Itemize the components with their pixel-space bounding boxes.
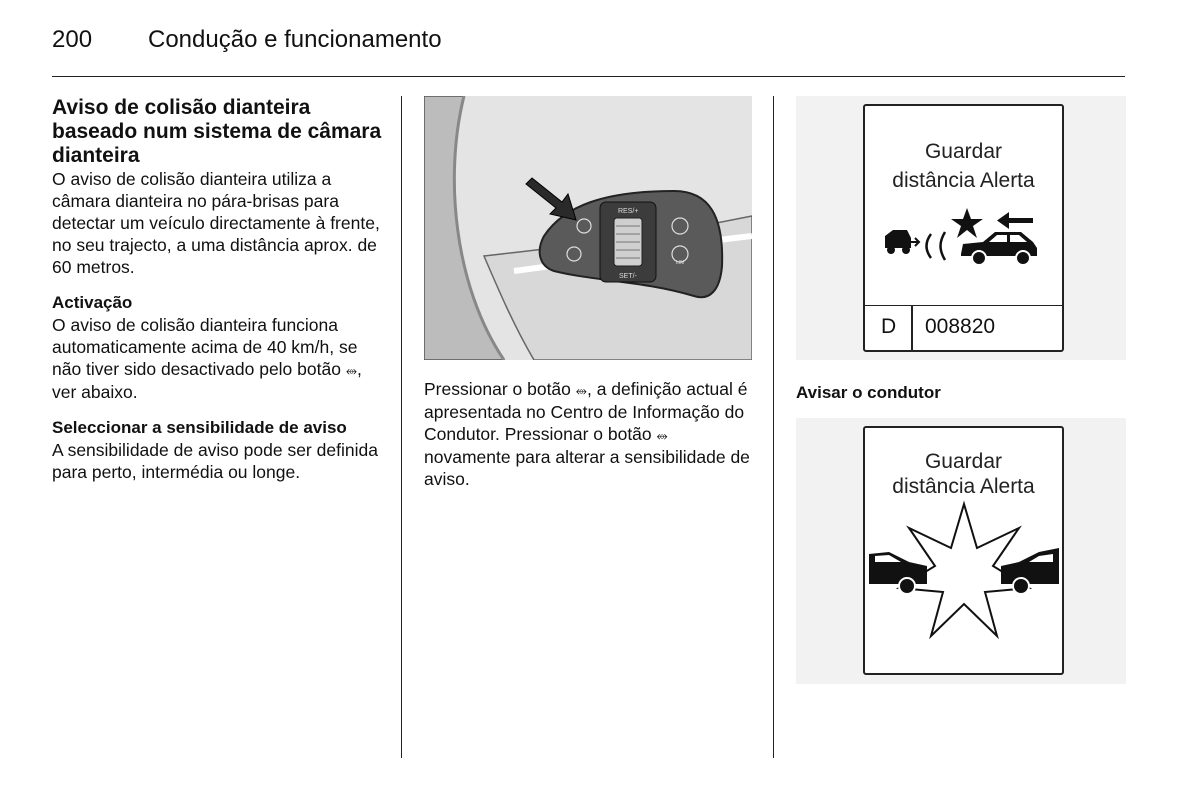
- sensitivity-paragraph: A sensibilidade de aviso pode ser definida para perto, intermédia ou longe.: [52, 440, 378, 482]
- footer-divider: [911, 306, 913, 350]
- gear-indicator: D: [881, 315, 897, 338]
- section-title: Aviso de colisão dianteira baseado num sistema de câmara dianteira: [52, 96, 382, 167]
- panel-2-line-1: Guardar: [924, 450, 1003, 473]
- column-2-text: [424, 378, 754, 490]
- collision-warning-icon: [869, 500, 1059, 650]
- collision-alert-button-icon: ⥈: [345, 362, 358, 378]
- res-label: RES/+: [618, 208, 639, 215]
- odometer-value: 008820: [925, 315, 996, 338]
- column-divider: [401, 96, 402, 758]
- button-instructions: Pressionar o botão ⥈, a definição actual é apresentada no Centro de Informação do Condutor. Pressionar o botão ⥈ novamente para alterar a sensibilidade de aviso.: [424, 379, 750, 489]
- activation-heading: Activação: [52, 293, 133, 312]
- panel-2-line-2: distância Alerta: [892, 475, 1035, 498]
- intro-paragraph: O aviso de colisão dianteira utiliza a câmara dianteira no pára-brisas para detectar um veículo directamente à frente, no seu trajecto, a uma distância aprox. de 60 metros.: [52, 169, 380, 277]
- sensitivity-heading: Seleccionar a sensibilidade de aviso: [52, 418, 347, 437]
- vehicle-ahead-alert-icon: [879, 204, 1049, 274]
- collision-alert-button-icon: ⥈: [656, 427, 668, 443]
- page-header: [52, 26, 1125, 77]
- set-label: SET/-: [619, 273, 637, 280]
- page-number: 200: [52, 26, 93, 53]
- dic-display-panel-2: [863, 426, 1064, 675]
- panel-1-footer: [865, 305, 1062, 350]
- chapter-title: Condução e funcionamento: [148, 26, 442, 53]
- column-divider: [773, 96, 774, 758]
- column-1: [52, 96, 387, 483]
- panel-1-line-2: distância Alerta: [892, 169, 1035, 192]
- dic-display-panel-1: [863, 104, 1064, 352]
- panel-1-line-1: Guardar: [924, 140, 1003, 163]
- lim-label: LIM: [676, 260, 685, 266]
- steering-wheel-svg: [424, 96, 752, 360]
- warn-driver-subheading: Avisar o condutor: [796, 383, 941, 402]
- steering-wheel-illustration: [424, 96, 752, 360]
- collision-alert-button-icon: ⥈: [575, 382, 587, 398]
- activation-paragraph: O aviso de colisão dianteira funciona automaticamente acima de 40 km/h, se não tiver sido desactivado pelo botão ⥈, ver abaixo.: [52, 315, 362, 402]
